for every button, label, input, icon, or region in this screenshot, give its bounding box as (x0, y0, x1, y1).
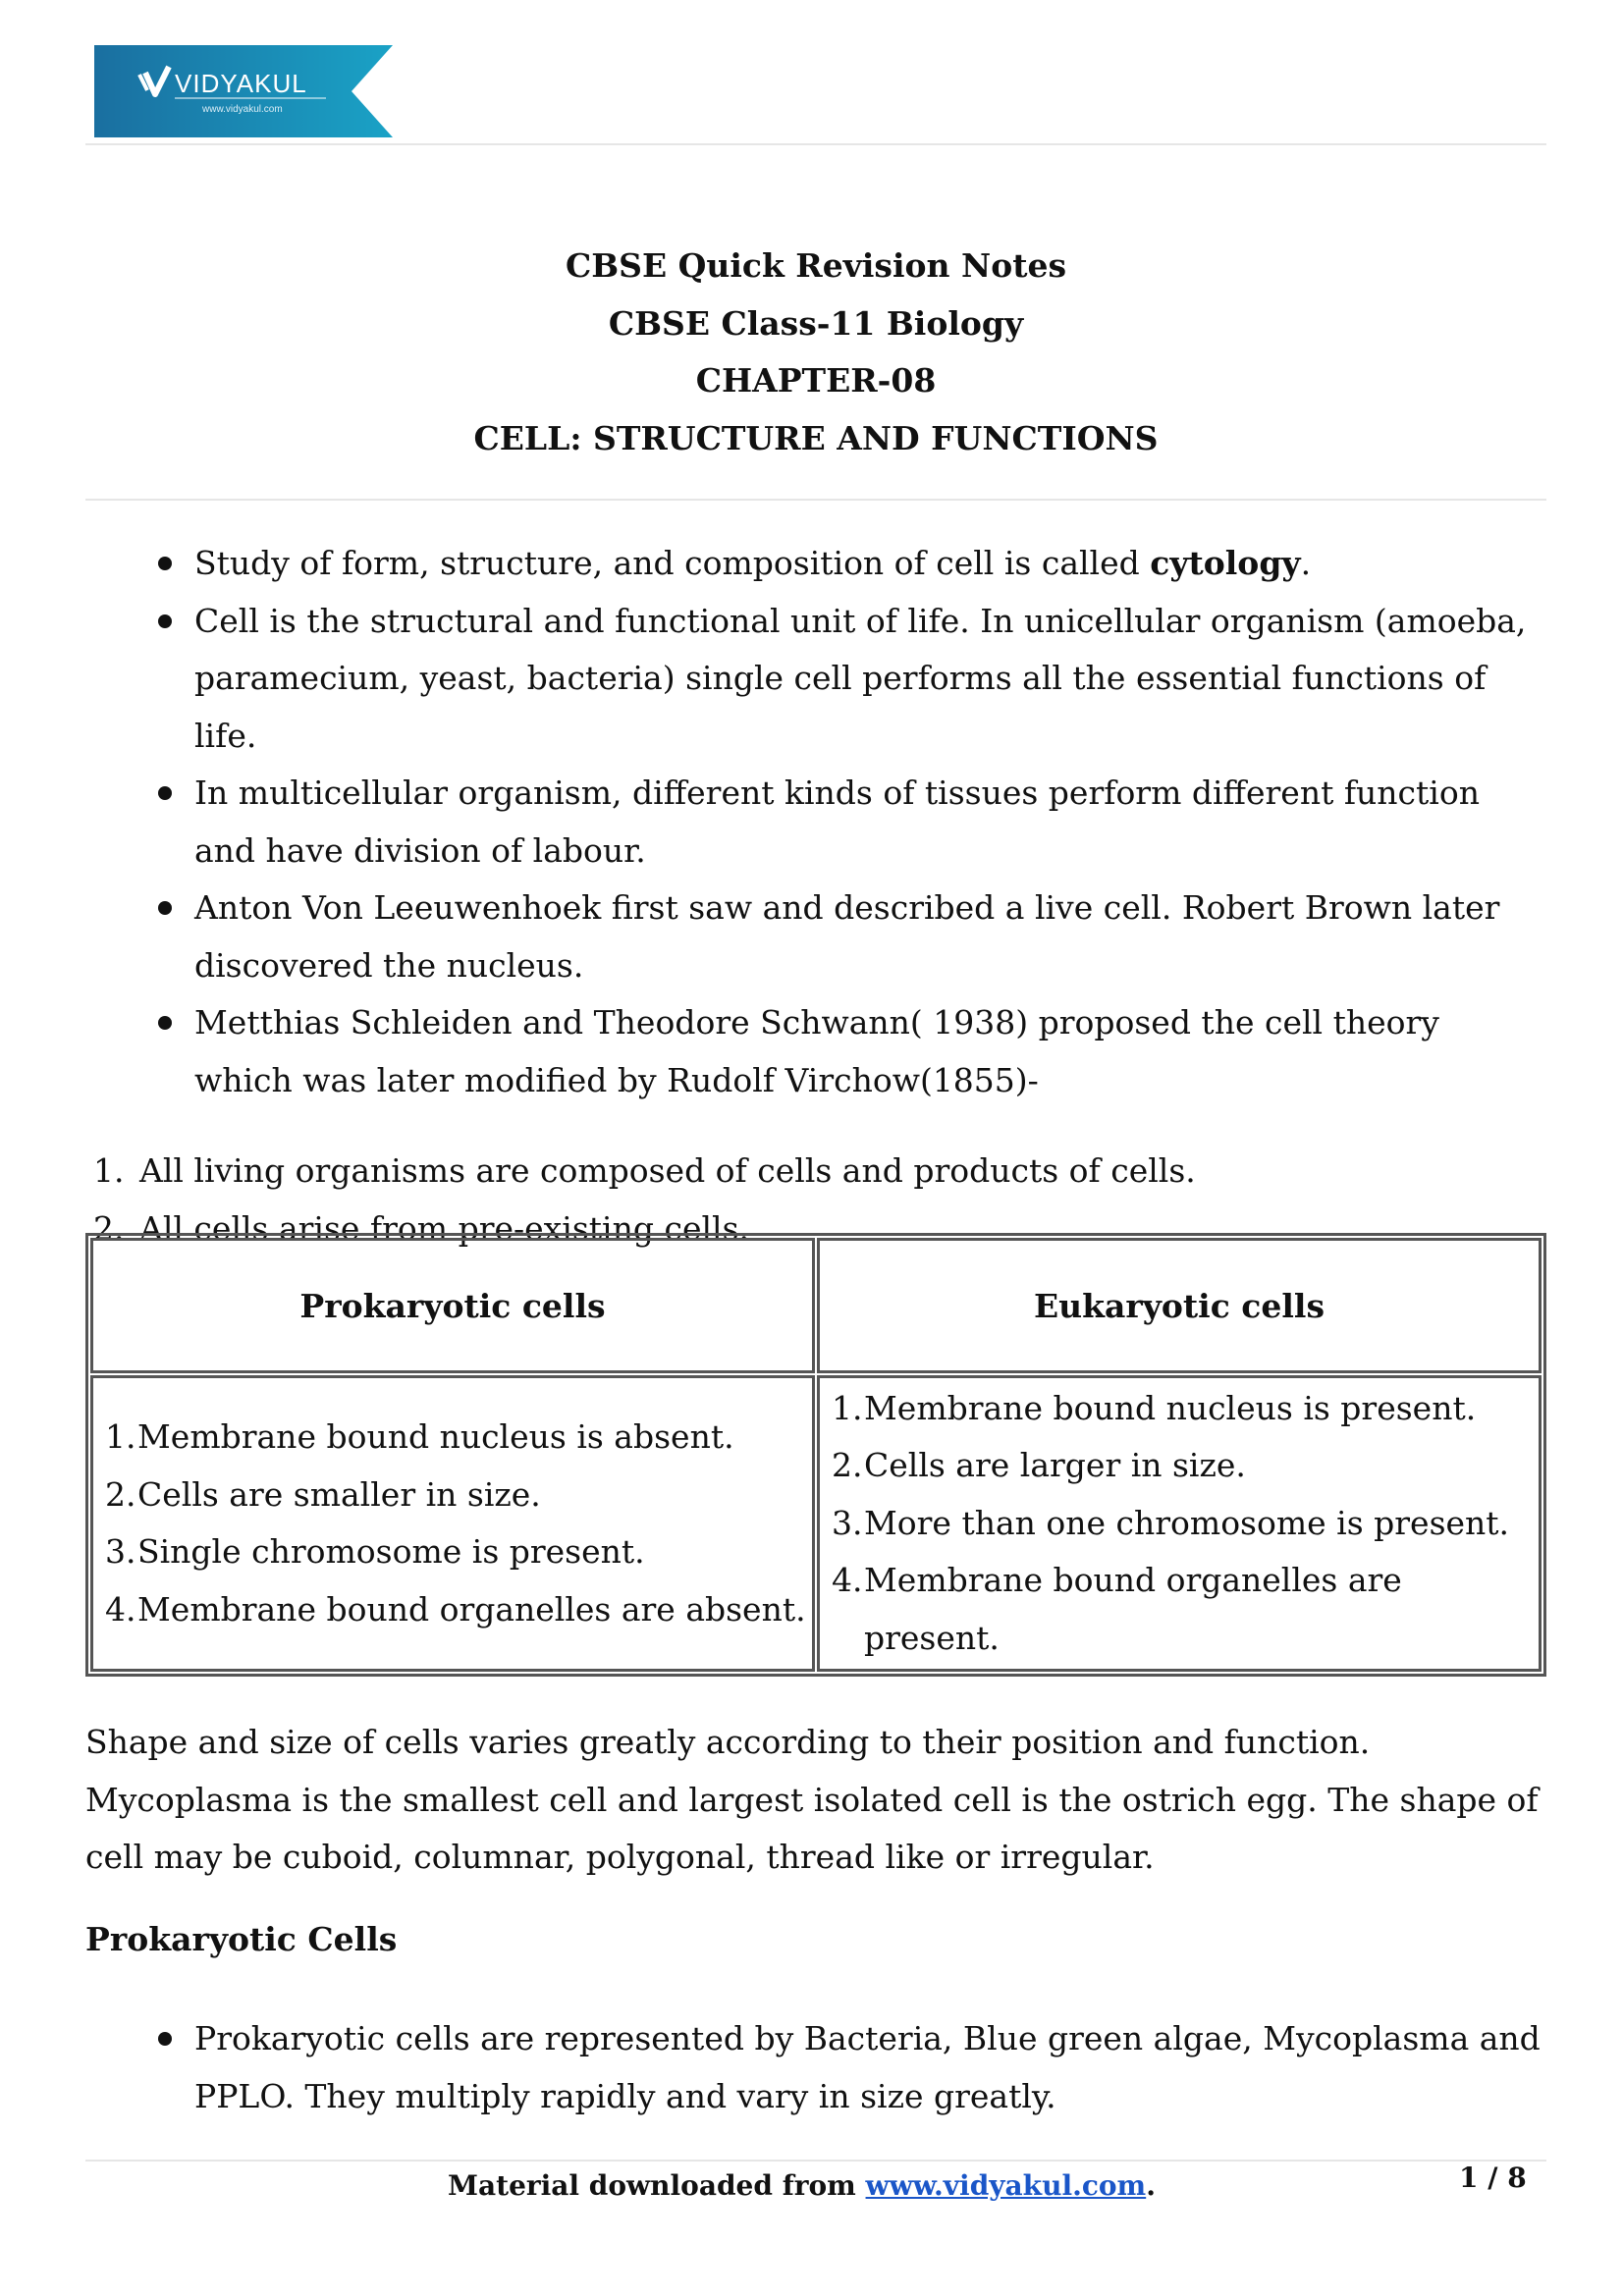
document-header (85, 238, 1546, 467)
section-heading: Prokaryotic Cells (85, 1920, 398, 1958)
prokaryotic-list (93, 1409, 812, 1638)
header-line-4: CELL: STRUCTURE AND FUNCTIONS (473, 418, 1159, 457)
prokaryotic-bullet-list (85, 2010, 1546, 2125)
column-header-prokaryotic: Prokaryotic cells (90, 1238, 815, 1373)
bullet-item: Anton Von Leeuwenhoek first saw and described a live cell. Robert Brown later discovered the nucleus. (194, 880, 1546, 994)
prokaryotic-content (85, 2010, 1546, 2125)
logo-url-text: www.vidyakul.com (202, 104, 283, 115)
vidyakul-logo[interactable] (94, 45, 393, 137)
footer-divider (85, 2160, 1546, 2162)
list-item: 1. Membrane bound nucleus is present. (832, 1388, 1477, 1427)
column-header-eukaryotic: Eukaryotic cells (817, 1238, 1542, 1373)
eukaryotic-cell (817, 1375, 1542, 1672)
bullet-item: Cell is the structural and functional unit of life. In unicellular organism (amoeba, paramecium, yeast, bacteria) single cell performs all the essential functions of life. (194, 593, 1546, 766)
bullet-item: In multicellular organism, different kinds of tissues perform different function and have division of labour. (194, 765, 1546, 880)
footer-text: Material downloaded from www.vidyakul.com. (448, 2169, 1156, 2202)
header-divider (85, 499, 1546, 501)
numbered-item: 1. All living organisms are composed of cells and products of cells. (93, 1151, 1196, 1190)
intro-content (85, 535, 1546, 1257)
list-item: 4. Membrane bound organelles are present. (832, 1561, 1402, 1657)
list-item: 2. Cells are smaller in size. (105, 1474, 541, 1514)
bold-term: cytology (1150, 544, 1301, 582)
bullet-item: Metthias Schleiden and Theodore Schwann( 1938) proposed the cell theory which was later modified by Rudolf Virchow(1855)- (194, 994, 1546, 1109)
comparison-table (85, 1233, 1546, 1677)
bullet-item: Prokaryotic cells are represented by Bacteria, Blue green algae, Mycoplasma and PPLO. They multiply rapidly and vary in size greatly. (194, 2010, 1546, 2125)
eukaryotic-list (820, 1380, 1539, 1668)
list-item: 1. Membrane bound nucleus is absent. (105, 1417, 734, 1456)
header-line-1: CBSE Quick Revision Notes (565, 246, 1067, 285)
page-number: 1 / 8 (1459, 2162, 1527, 2194)
shape-size-paragraph: Shape and size of cells varies greatly according to their position and function. Mycoplasma is the smallest cell and largest isolated cell is the ostrich egg. The shape of cell may be cuboid, columnar, polygonal, thread like or irregular. (85, 1723, 1539, 1876)
top-divider (85, 143, 1546, 145)
table-row (90, 1375, 1542, 1672)
intro-bullet-list (85, 535, 1546, 1109)
list-item: 3. More than one chromosome is present. (832, 1503, 1510, 1542)
header-line-2: CBSE Class-11 Biology (608, 303, 1024, 343)
table-header-row (90, 1238, 1542, 1373)
list-item: 4. Membrane bound organelles are absent. (105, 1589, 806, 1629)
logo-brand-text: VIDYAKUL (175, 69, 307, 98)
numbered-item: 2. All cells arise from pre-existing cells. (93, 1208, 750, 1248)
header-line-3: CHAPTER-08 (695, 361, 937, 400)
list-item: 3. Single chromosome is present. (105, 1532, 645, 1571)
list-item: 2. Cells are larger in size. (832, 1446, 1246, 1485)
prokaryotic-cell (90, 1375, 815, 1672)
bullet-item: Study of form, structure, and composition of cell is called cytology. (194, 535, 1546, 593)
vidyakul-link[interactable]: www.vidyakul.com (865, 2169, 1147, 2202)
